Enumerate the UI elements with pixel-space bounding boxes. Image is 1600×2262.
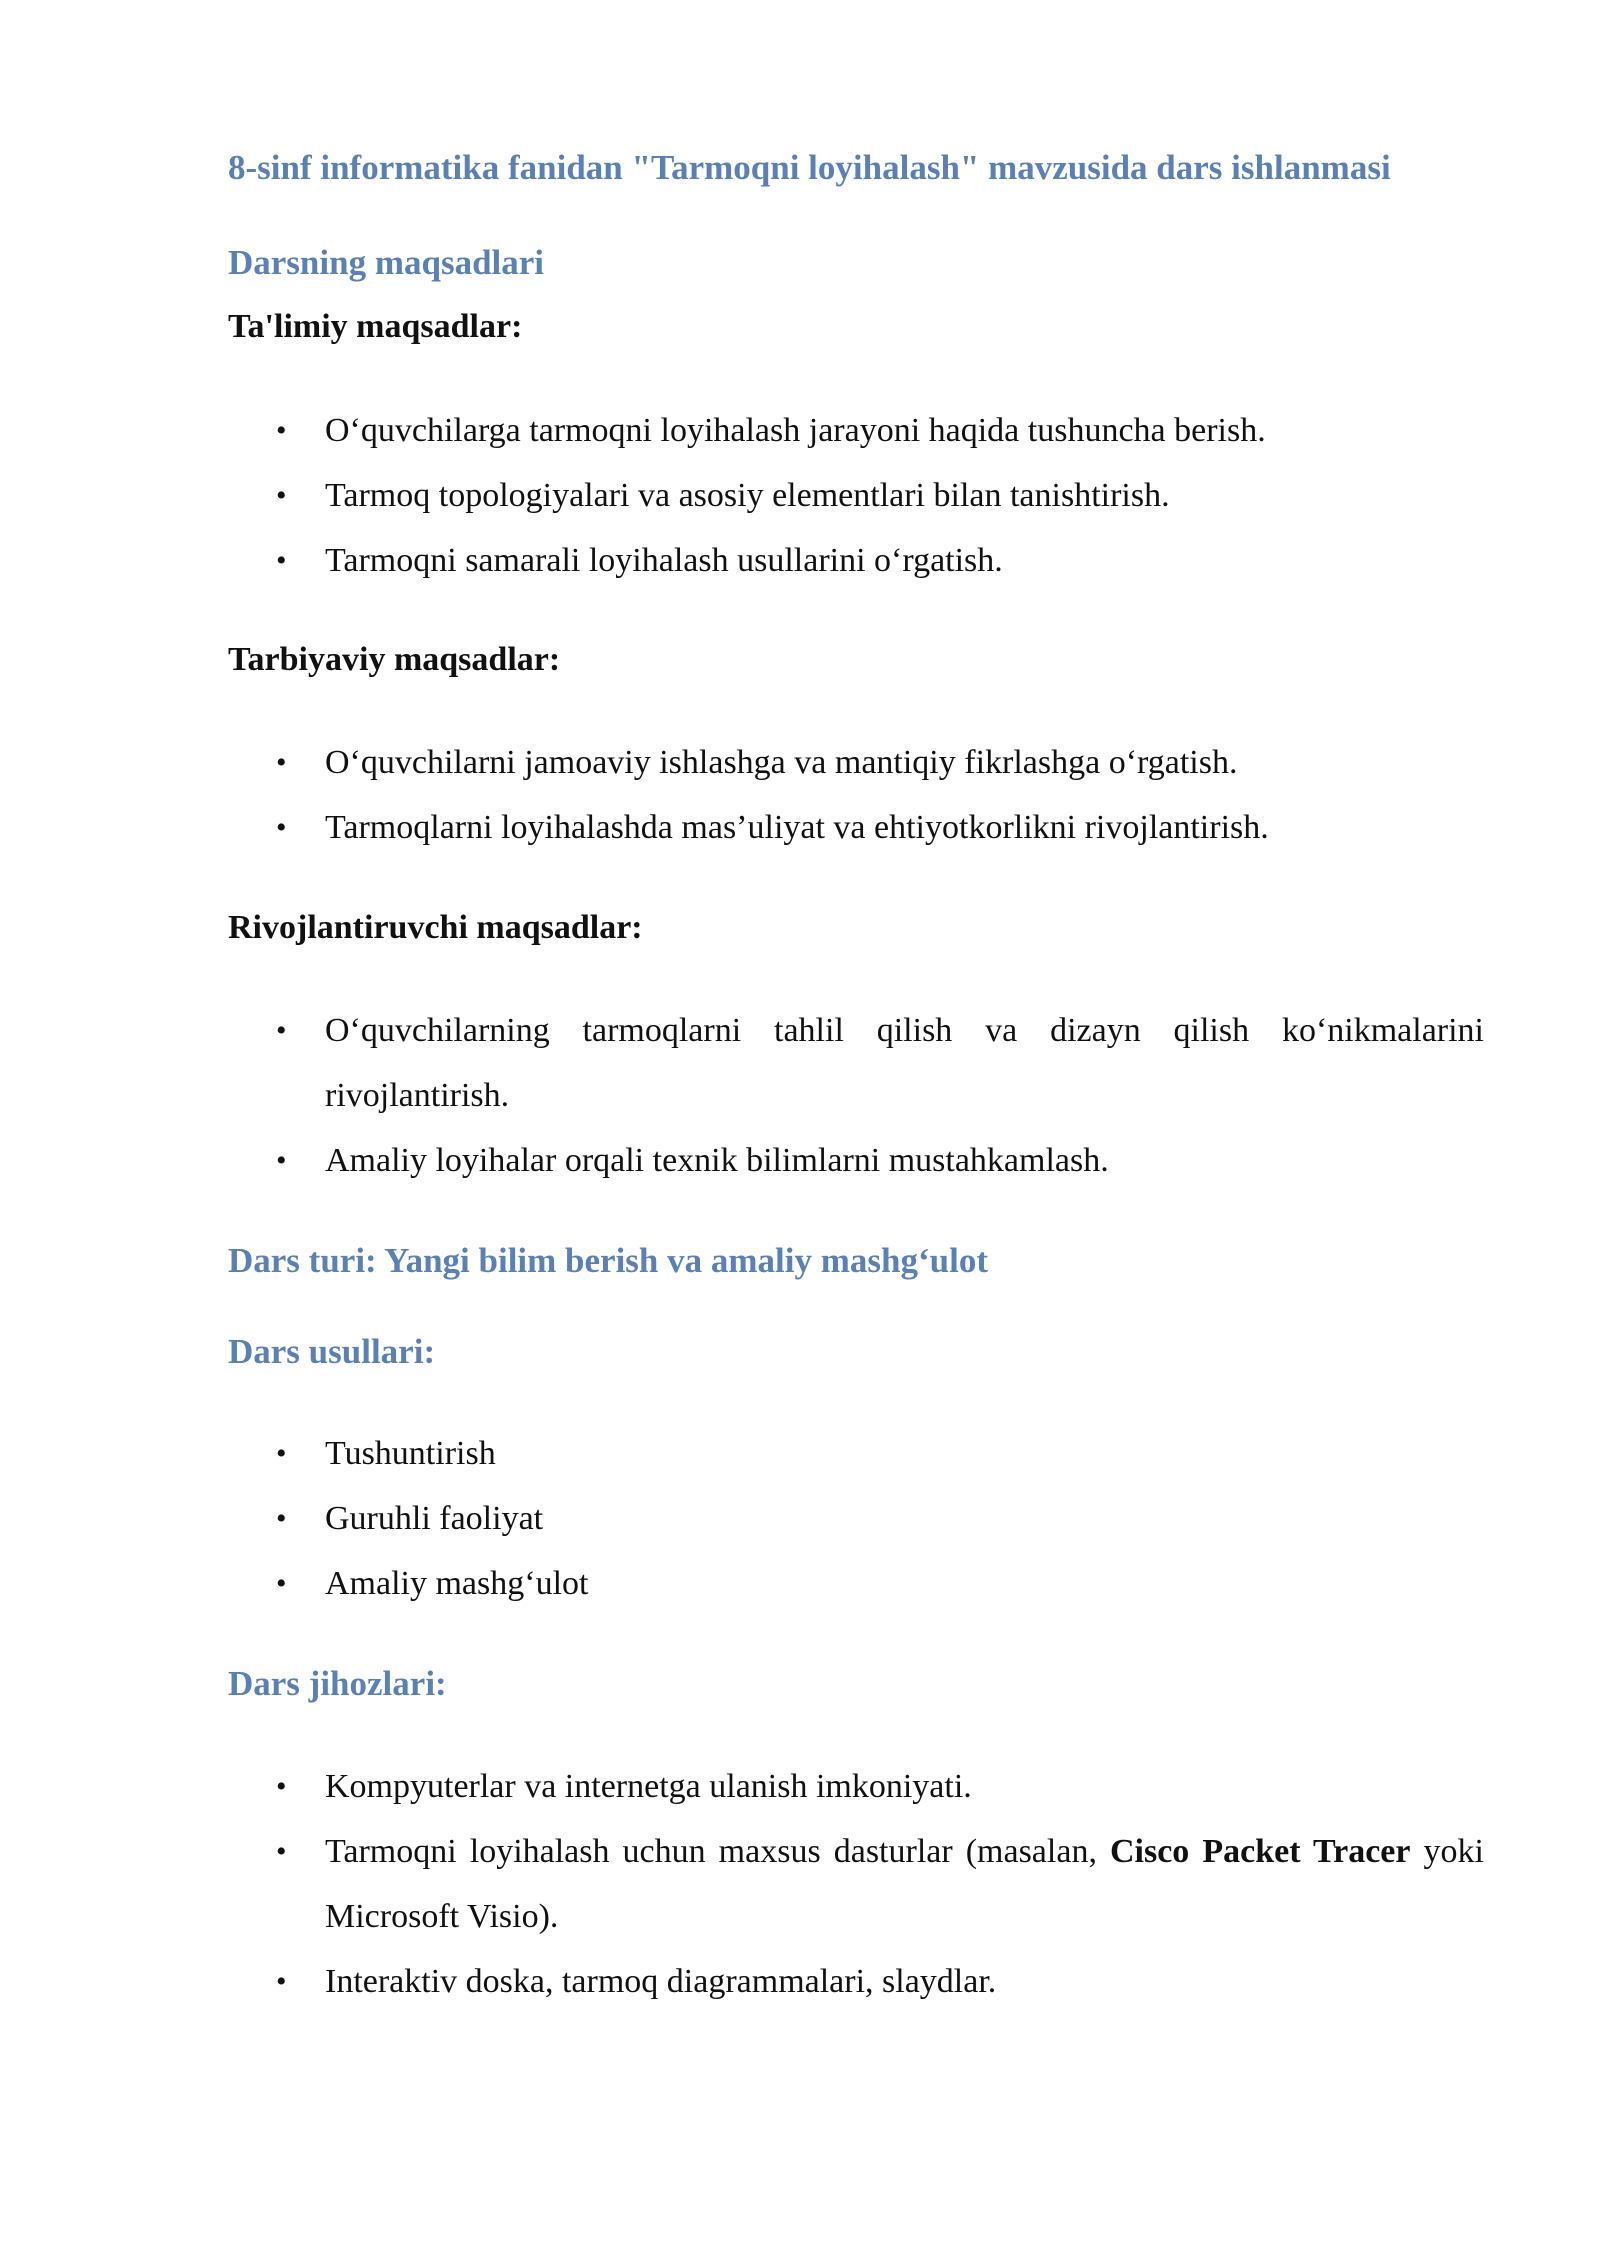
bullet-icon: • [276,414,287,447]
bullet-icon: • [276,1437,287,1470]
list-item: • Tushuntirish [228,1421,1484,1486]
bullet-icon: • [276,1835,287,1868]
goals-heading: Darsning maqsadlari [228,243,545,282]
list-item: • Tarmoqlarni loyihalashda mas’uliyat va ehtiyotkorlikni rivojlantirish. [228,795,1484,860]
list-item: • Amaliy mashg‘ulot [228,1551,1484,1616]
list-item: • O‘quvchilarni jamoaviy ishlashga va mantiqiy fikrlashga o‘rgatish. [228,730,1484,795]
equipment-heading: Dars jihozlari: [228,1664,447,1703]
educational-goals-list [228,398,1484,593]
bullet-icon: • [276,811,287,844]
list-item: • Tarmoqni samarali loyihalash usullarini o‘rgatish. [228,528,1484,593]
bullet-icon: • [276,479,287,512]
equipment-list [228,1754,1484,2014]
bullet-icon: • [276,1144,287,1177]
educational-goals-heading: Ta'limiy maqsadlar: [228,308,523,345]
developmental-goals-list [228,998,1484,1193]
bullet-icon: • [276,1014,287,1047]
bullet-icon: • [276,1770,287,1803]
upbringing-goals-heading: Tarbiyaviy maqsadlar: [228,641,561,678]
list-item: • Tarmoqni loyihalash uchun maxsus dasturlar (masalan, Cisco Packet Tracer yoki Microsoft Visio). [228,1819,1484,1949]
list-item: • O‘quvchilarning tarmoqlarni tahlil qilish va dizayn qilish ko‘nikmalarini rivojlantirish. [228,998,1484,1128]
list-item: • Kompyuterlar va internetga ulanish imkoniyati. [228,1754,1484,1819]
bullet-icon: • [276,1965,287,1998]
lesson-type-heading: Dars turi: Yangi bilim berish va amaliy mashg‘ulot [228,1241,988,1280]
list-item: • Guruhli faoliyat [228,1486,1484,1551]
document-title: 8-sinf informatika fanidan "Tarmoqni loyihalash" mavzusida dars ishlanmasi [228,148,1391,187]
list-item: • Amaliy loyihalar orqali texnik bilimlarni mustahkamlash. [228,1128,1484,1193]
bullet-icon: • [276,1567,287,1600]
software-name: Cisco Packet Tracer [1109,1833,1411,1870]
methods-heading: Dars usullari: [228,1332,436,1371]
bullet-icon: • [276,746,287,779]
developmental-goals-heading: Rivojlantiruvchi maqsadlar: [228,909,643,946]
bullet-icon: • [276,544,287,577]
list-item: • Tarmoq topologiyalari va asosiy elementlari bilan tanishtirish. [228,463,1484,528]
list-item: • O‘quvchilarga tarmoqni loyihalash jarayoni haqida tushuncha berish. [228,398,1484,463]
list-item: • Interaktiv doska, tarmoq diagrammalari, slaydlar. [228,1949,1484,2014]
upbringing-goals-list [228,730,1484,860]
methods-list [228,1421,1484,1616]
bullet-icon: • [276,1502,287,1535]
